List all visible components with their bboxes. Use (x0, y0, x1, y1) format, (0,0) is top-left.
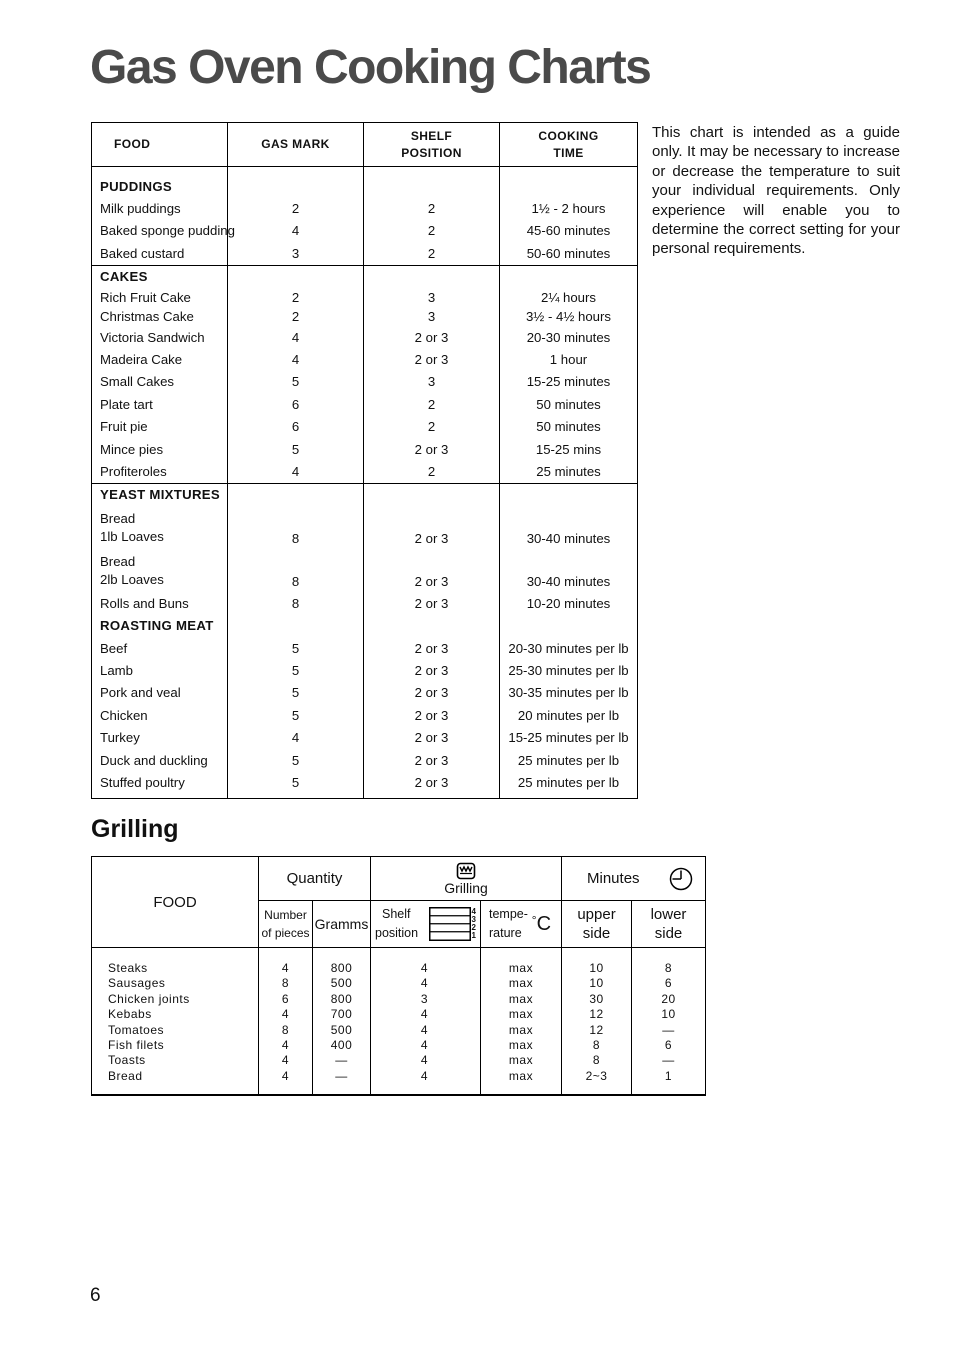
guide-note: This chart is intended as a guide only. It may be necessary to increase or decrease the temperature to suit your individual requirements. Only experience will enable you to determine the correct setting for your personal requirements. (652, 124, 900, 258)
grilling-chart (91, 856, 706, 1096)
table-row: Beef 5 2 or 3 20-30 minutes per lb (92, 637, 638, 659)
table-row: Baked custard 3 2 50-60 minutes (92, 242, 638, 265)
grilling-title: Grilling (91, 815, 179, 843)
header-gas-mark: GAS MARK (228, 123, 364, 167)
table-row: Baked sponge pudding 4 2 45-60 minutes (92, 220, 638, 242)
table-row: Small Cakes 5 3 15-25 minutes (92, 371, 638, 393)
lower-side-column: 8 6 20 10 — 6 — 1 (632, 948, 706, 1096)
table-row: Profiteroles 4 2 25 minutes (92, 460, 638, 483)
header-minutes (562, 857, 706, 901)
table-row: Mince pies 5 2 or 3 15-25 mins (92, 438, 638, 460)
table-row: Chicken 5 2 or 3 20 minutes per lb (92, 704, 638, 726)
header-lower-side: lower side (632, 901, 706, 948)
table-row: Fruit pie 6 2 50 minutes (92, 416, 638, 438)
header-food: FOOD (92, 857, 259, 948)
pieces-column: 4 8 6 4 8 4 4 4 (259, 948, 313, 1096)
header-gramms: Gramms (313, 901, 371, 948)
gas-oven-chart (91, 122, 638, 799)
header-food: FOOD (92, 123, 228, 167)
table-row: Stuffed poultry 5 2 or 3 25 minutes per lb (92, 771, 638, 798)
page-number: 6 (90, 1285, 101, 1306)
table-row: Bread 2lb Loaves 8 2 or 3 30-40 minutes (92, 549, 638, 592)
header-temperature: tempe- rature °C (481, 901, 562, 948)
header-shelf-position: SHELF POSITION (364, 123, 500, 167)
shelf-column: 4 4 3 4 4 4 4 4 (371, 948, 481, 1096)
table-row: Rolls and Buns 8 2 or 3 10-20 minutes (92, 592, 638, 614)
header-quantity: Quantity (259, 857, 371, 901)
table-row: Rich Fruit Cake 2 3 2¼ hours (92, 288, 638, 307)
gas-chart-header (92, 123, 638, 167)
header-number-of-pieces: Number of pieces (259, 901, 313, 948)
table-row: Plate tart 6 2 50 minutes (92, 393, 638, 415)
table-row: Bread 1lb Loaves 8 2 or 3 30-40 minutes (92, 506, 638, 549)
shelf-levels-icon: 4 3 2 1 (429, 907, 476, 941)
gramms-column: 800 500 800 700 500 400 — — (313, 948, 371, 1096)
clock-icon (669, 867, 693, 891)
grilling-body (92, 948, 706, 1096)
minutes-label: Minutes (587, 870, 640, 887)
section-heading: ROASTING MEAT (92, 614, 638, 636)
section-heading: CAKES (92, 265, 638, 288)
temperature-column: max max max max max max max max (481, 948, 562, 1096)
header-cooking-time: COOKING TIME (500, 123, 638, 167)
page-title: Gas Oven Cooking Charts (90, 41, 651, 94)
table-row: Duck and duckling 5 2 or 3 25 minutes per lb (92, 749, 638, 771)
header-grilling (371, 857, 562, 901)
section-heading: YEAST MIXTURES (92, 483, 638, 506)
header-shelf-position: Shelf position 4 3 2 1 (371, 901, 481, 948)
header-upper-side: upper side (562, 901, 632, 948)
table-row: Lamb 5 2 or 3 25-30 minutes per lb (92, 659, 638, 681)
table-row: Pork and veal 5 2 or 3 30-35 minutes per lb (92, 682, 638, 704)
food-column: Steaks Sausages Chicken joints Kebabs Tomatoes Fish filets Toasts Bread (92, 948, 259, 1096)
table-row: Turkey 4 2 or 3 15-25 minutes per lb (92, 726, 638, 748)
table-row: Madeira Cake 4 2 or 3 1 hour (92, 348, 638, 370)
section-heading: PUDDINGS (92, 167, 638, 198)
table-row: Victoria Sandwich 4 2 or 3 20-30 minutes (92, 326, 638, 348)
grill-element-icon (371, 862, 561, 880)
table-row: Christmas Cake 2 3 3½ - 4½ hours (92, 307, 638, 326)
grilling-label: Grilling (444, 879, 488, 896)
table-row: Milk puddings 2 2 1½ - 2 hours (92, 197, 638, 219)
upper-side-column: 10 10 30 12 12 8 8 2~3 (562, 948, 632, 1096)
